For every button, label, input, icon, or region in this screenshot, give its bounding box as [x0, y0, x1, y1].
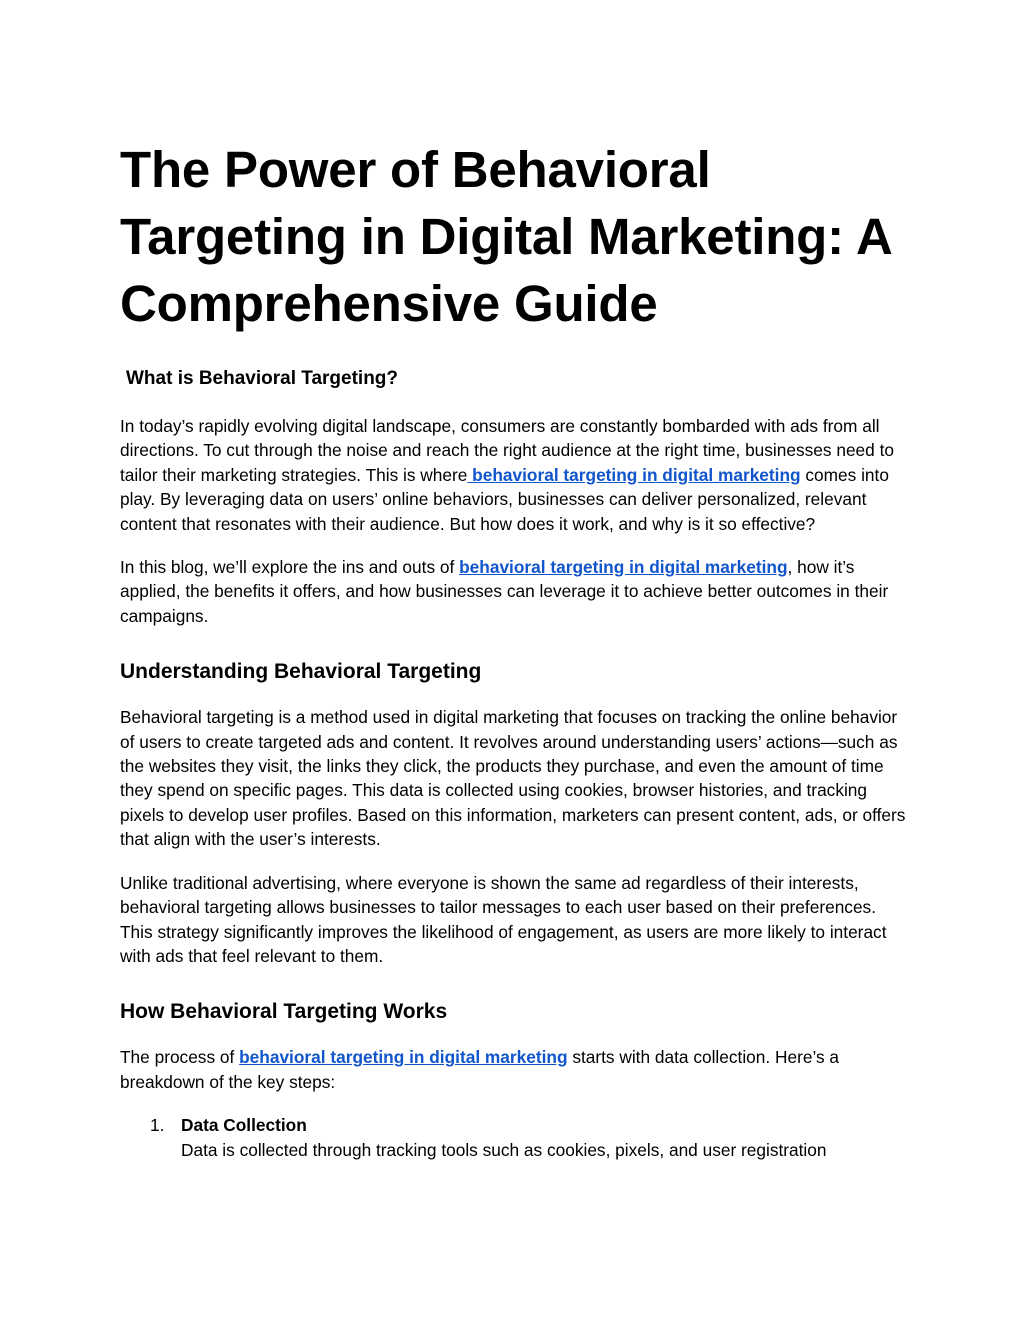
how-p1-text-after: starts with data collection. Here’s a breakdown of the key steps: [120, 1047, 840, 1092]
step-title: Data Collection [181, 1115, 307, 1136]
document-page [120, 136, 910, 1162]
how-it-works-paragraph [120, 1045, 910, 1094]
step-text: Data is collected through tracking tools such as cookies, pixels, and user registration [181, 1139, 827, 1160]
step-number: 1. [150, 1115, 165, 1136]
behavioral-targeting-link-1[interactable]: behavioral targeting in digital marketing [467, 464, 801, 485]
intro-paragraph-2 [120, 555, 910, 628]
intro-p2-text-after: , how it’s applied, the benefits it offers, and how businesses can leverage it to achieve better outcomes in their campaigns. [120, 557, 889, 626]
behavioral-targeting-link-3[interactable]: behavioral targeting in digital marketing [239, 1047, 568, 1068]
intro-p2-text-before: In this blog, we’ll explore the ins and outs of [120, 557, 460, 578]
how-p1-text-before: The process of [120, 1047, 240, 1068]
intro-paragraph-1 [120, 414, 910, 536]
how-it-works-heading: How Behavioral Targeting Works [120, 1000, 448, 1024]
section-subtitle: What is Behavioral Targeting? [126, 368, 399, 389]
understanding-paragraph-1: Behavioral targeting is a method used in digital marketing that focuses on tracking the online behavior of users to create targeted ads and content. It revolves around understanding users’ actions—such as the websites they visit, the links they click, the products they purchase, and even the amount of time they spend on specific pages. This data is collected using cookies, browser histories, and tracking pixels to develop user profiles. Based on this information, marketers can present content, ads, or offers that align with the user’s interests. [120, 707, 906, 850]
behavioral-targeting-link-2[interactable]: behavioral targeting in digital marketing [459, 557, 788, 578]
list-item [120, 1113, 910, 1162]
steps-list [120, 1113, 910, 1162]
understanding-heading: Understanding Behavioral Targeting [120, 660, 482, 684]
intro-p1-text-after: comes into play. By leveraging data on users’ online behaviors, businesses can deliver personalized, relevant content that resonates with their audience. But how does it work, and why is it so effective? [120, 464, 889, 534]
document-title: The Power of Behavioral Targeting in Digital Marketing: A Comprehensive Guide [120, 141, 891, 332]
intro-p1-text-before: In today’s rapidly evolving digital landscape, consumers are constantly bombarded with ads from all directions. To cut through the noise and reach the right audience at the right time, businesses need to tailor their marketing strategies. This is where [120, 416, 894, 485]
understanding-paragraph-2: Unlike traditional advertising, where everyone is shown the same ad regardless of their interests, behavioral targeting allows businesses to tailor messages to each user based on their preferences. This strategy significantly improves the likelihood of engagement, as users are more likely to interact with ads that feel relevant to them. [120, 872, 887, 966]
